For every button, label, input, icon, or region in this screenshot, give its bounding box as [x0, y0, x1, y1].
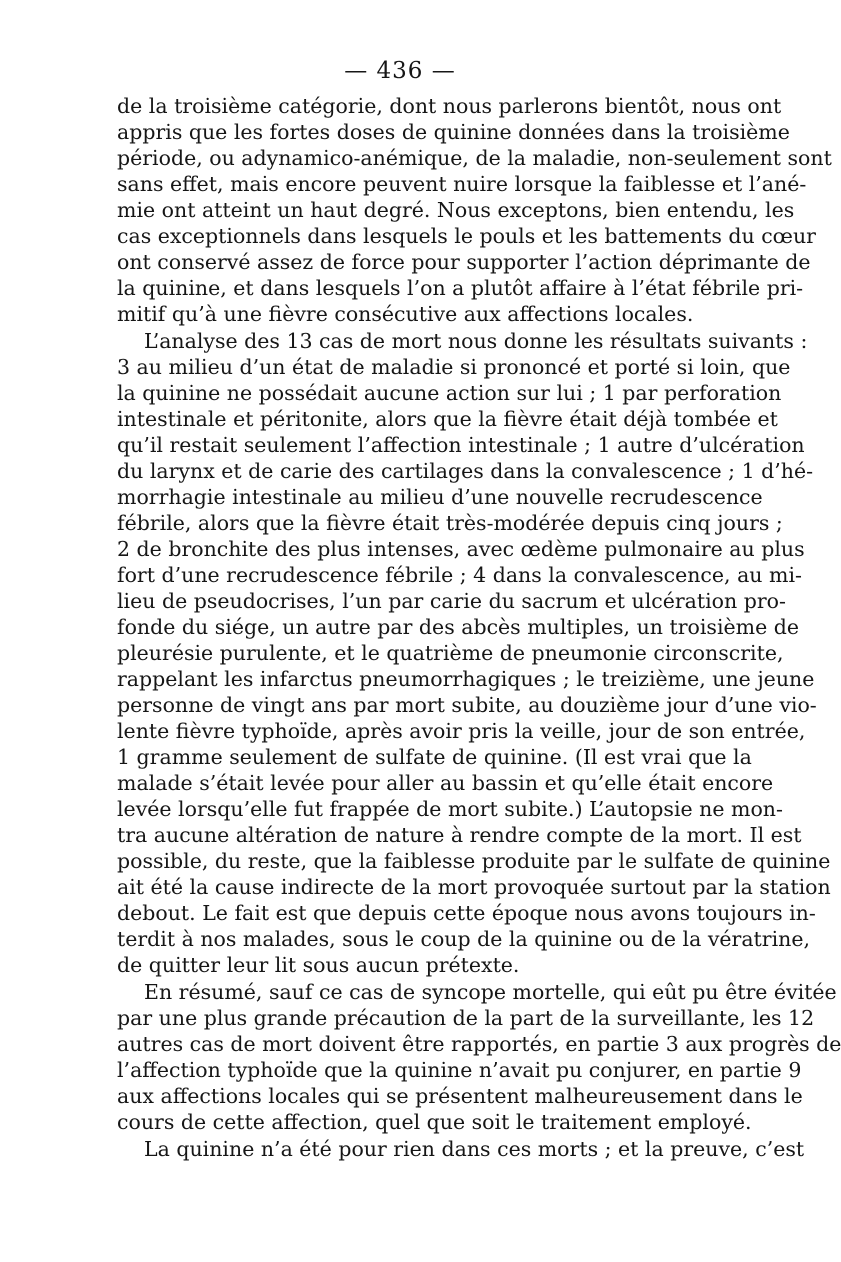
text-line: cas exceptionnels dans lesquels le pouls et les battements du cœur — [117, 224, 816, 248]
text-line: 2 de bronchite des plus intenses, avec œdème pulmonaire au plus — [117, 537, 805, 561]
text-line: de quitter leur lit sous aucun prétexte. — [117, 953, 520, 977]
text-line: mitif qu’à une fièvre consécutive aux affections locales. — [117, 302, 694, 326]
paragraph-start-line: En résumé, sauf ce cas de syncope mortelle, qui eût pu être évitée — [144, 980, 837, 1004]
text-line: la quinine ne possédait aucune action sur lui ; 1 par perforation — [117, 381, 782, 405]
text-line: intestinale et péritonite, alors que la fièvre était déjà tombée et — [117, 407, 778, 431]
text-line: l’affection typhoïde que la quinine n’avait pu conjurer, en partie 9 — [117, 1058, 802, 1082]
text-line: personne de vingt ans par mort subite, au douzième jour d’une vio- — [117, 693, 817, 717]
text-line: la quinine, et dans lesquels l’on a plutôt affaire à l’état fébrile pri- — [117, 276, 804, 300]
text-line: terdit à nos malades, sous le coup de la quinine ou de la vératrine, — [117, 927, 811, 951]
paragraph-start-line: La quinine n’a été pour rien dans ces morts ; et la preuve, c’est — [144, 1137, 805, 1161]
text-line: morrhagie intestinale au milieu d’une nouvelle recrudescence — [117, 485, 763, 509]
text-line: période, ou adynamico-anémique, de la maladie, non-seulement sont — [117, 146, 832, 170]
page-number-header: — 436 — — [344, 58, 456, 84]
text-line: tra aucune altération de nature à rendre compte de la mort. Il est — [117, 823, 802, 847]
text-line: sans effet, mais encore peuvent nuire lorsque la faiblesse et l’ané- — [117, 172, 807, 196]
text-line: debout. Le fait est que depuis cette époque nous avons toujours in- — [117, 901, 816, 925]
text-line: lieu de pseudocrises, l’un par carie du sacrum et ulcération pro- — [117, 589, 786, 613]
text-line: ait été la cause indirecte de la mort provoquée surtout par la station — [117, 875, 831, 899]
text-line: aux affections locales qui se présentent malheureusement dans le — [117, 1084, 803, 1108]
text-line: rappelant les infarctus pneumorrhagiques ; le treizième, une jeune — [117, 667, 815, 691]
text-line: fonde du siége, un autre par des abcès multiples, un troisième de — [117, 615, 799, 639]
paragraph-start-line: L’analyse des 13 cas de mort nous donne les résultats suivants : — [144, 329, 808, 353]
text-line: mie ont atteint un haut degré. Nous exceptons, bien entendu, les — [117, 198, 795, 222]
text-line: par une plus grande précaution de la part de la surveillante, les 12 — [117, 1006, 815, 1030]
text-line: malade s’était levée pour aller au bassin et qu’elle était encore — [117, 771, 774, 795]
text-line: 3 au milieu d’un état de maladie si prononcé et porté si loin, que — [117, 355, 791, 379]
text-line: fébrile, alors que la fièvre était très-modérée depuis cinq jours ; — [117, 511, 783, 535]
text-line: levée lorsqu’elle fut frappée de mort subite.) L’autopsie ne mon- — [117, 797, 783, 821]
text-line: du larynx et de carie des cartilages dans la convalescence ; 1 d’hé- — [117, 459, 814, 483]
text-line: de la troisième catégorie, dont nous parlerons bientôt, nous ont — [117, 94, 782, 118]
text-line: ont conservé assez de force pour supporter l’action déprimante de — [117, 250, 811, 274]
text-line: pleurésie purulente, et le quatrième de pneumonie circonscrite, — [117, 641, 784, 665]
text-line: appris que les fortes doses de quinine données dans la troisième — [117, 120, 790, 144]
text-line: cours de cette affection, quel que soit le traitement employé. — [117, 1110, 752, 1134]
text-line: autres cas de mort doivent être rapportés, en partie 3 aux progrès de — [117, 1032, 841, 1056]
text-line: possible, du reste, que la faiblesse produite par le sulfate de quinine — [117, 849, 831, 873]
text-line: fort d’une recrudescence fébrile ; 4 dans la convalescence, au mi- — [117, 563, 802, 587]
text-line: qu’il restait seulement l’affection intestinale ; 1 autre d’ulcération — [117, 433, 805, 457]
text-line: 1 gramme seulement de sulfate de quinine. (Il est vrai que la — [117, 745, 752, 769]
text-line: lente fièvre typhoïde, après avoir pris la veille, jour de son entrée, — [117, 719, 806, 743]
